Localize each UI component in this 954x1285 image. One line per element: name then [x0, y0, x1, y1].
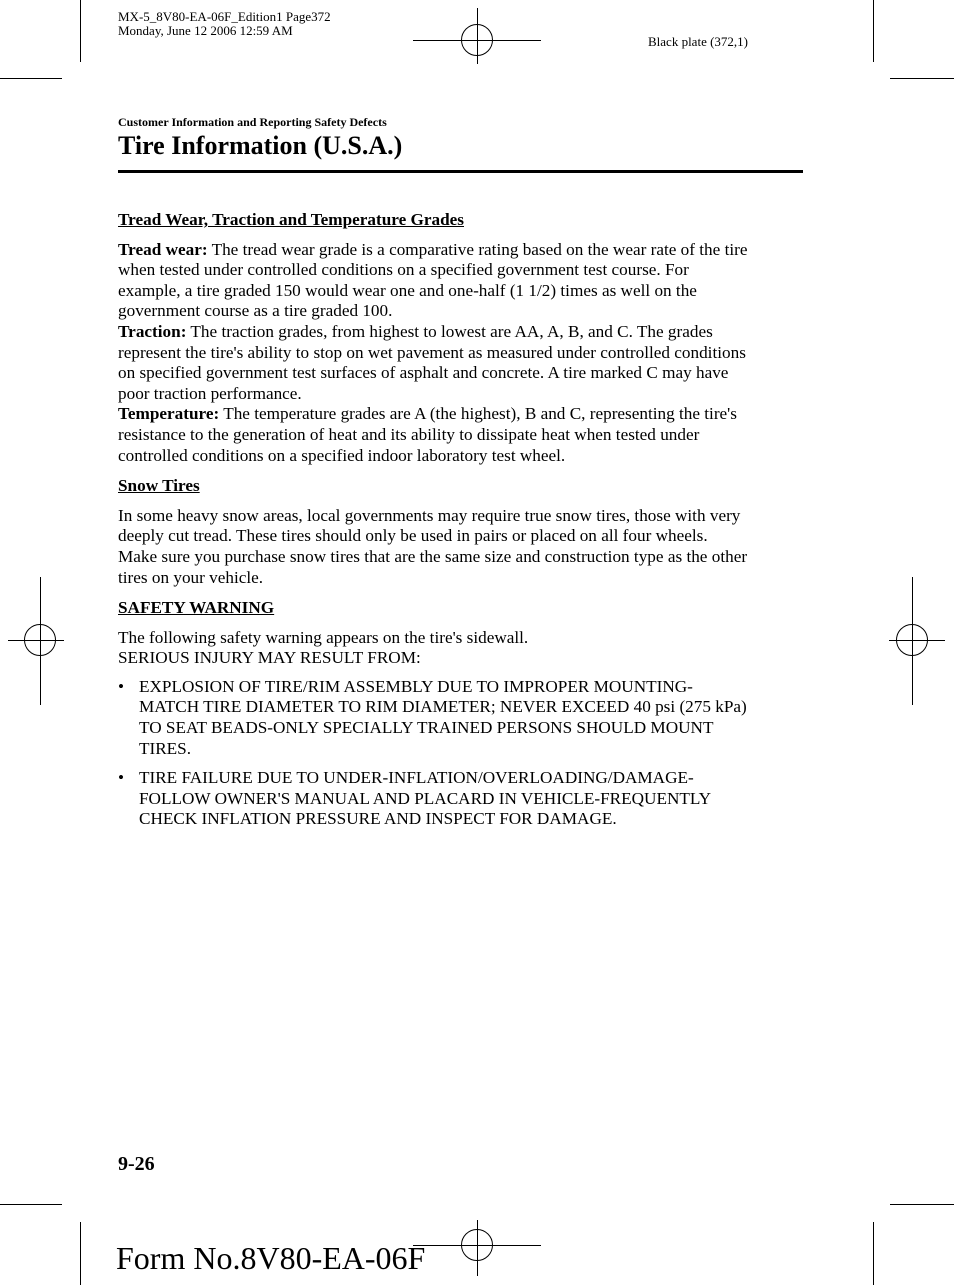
- print-date-line: Monday, June 12 2006 12:59 AM: [118, 23, 293, 38]
- main-content: [118, 210, 804, 839]
- page-number: 9-26: [118, 1153, 155, 1175]
- crop-mark-bottom-left-vertical: [80, 1222, 81, 1285]
- crop-mark-bottom-right-vertical: [873, 1222, 874, 1285]
- print-file-line: MX-5_8V80-EA-06F_Edition1 Page372: [118, 9, 331, 24]
- snow-tires-paragraph: In some heavy snow areas, local governments may require true snow tires, those with very deeply cut tread. These tires should only be used in pairs or placed on all four wheels. Make sure you purchase snow tires that are the same size and construction type as the other tires on your vehicle.: [118, 505, 748, 587]
- temperature-term: Temperature:: [118, 404, 220, 424]
- crop-mark-top-left-horizontal: [0, 78, 62, 79]
- black-plate-label: Black plate (372,1): [648, 34, 748, 49]
- section-label: Customer Information and Reporting Safety Defects: [118, 115, 387, 129]
- crop-mark-bottom-right-horizontal: [890, 1204, 954, 1205]
- print-file-info: [118, 10, 331, 38]
- list-item: • EXPLOSION OF TIRE/RIM ASSEMBLY DUE TO IMPROPER MOUNTING- MATCH TIRE DIAMETER TO RIM DIAMETER; NEVER EXCEED 40 psi (275 kPa) TO SEAT BEADS-ONLY SPECIALLY TRAINED PERSONS SHOULD MOUNT TIRES.: [118, 676, 747, 758]
- form-number: Form No.8V80-EA-06F: [116, 1240, 426, 1276]
- crop-mark-top-right-horizontal: [890, 78, 954, 79]
- grades-heading: Tread Wear, Traction and Temperature Grades: [118, 210, 464, 229]
- crop-mark-bottom-left-horizontal: [0, 1204, 62, 1205]
- list-item: • TIRE FAILURE DUE TO UNDER-INFLATION/OVERLOADING/DAMAGE- FOLLOW OWNER'S MANUAL AND PLACARD IN VEHICLE-FREQUENTLY CHECK INFLATION PRESSURE AND INSPECT FOR DAMAGE.: [118, 768, 712, 829]
- bullet-icon: •: [118, 768, 125, 788]
- page-title: Tire Information (U.S.A.): [118, 131, 403, 160]
- safety-warning-intro: The following safety warning appears on the tire's sidewall. SERIOUS INJURY MAY RESULT FROM:: [118, 627, 529, 668]
- bullet-icon: •: [118, 676, 125, 696]
- safety-warning-heading: SAFETY WARNING: [118, 598, 275, 618]
- crop-mark-top-left-vertical: [80, 0, 81, 62]
- title-rule: [118, 170, 803, 173]
- snow-tires-heading: Snow Tires: [118, 476, 200, 496]
- grades-paragraph: Tread wear: The tread wear grade is a comparative rating based on the wear rate of the tire when tested under controlled conditions on a specified government test course. For example, a tire graded 150 would wear one and one-half (1 1/2) times as well on the government course as a tire graded 100. Traction: The traction grades, from highest to lowest are AA, A, B, and C. The grades represent the tire's ability to stop on wet pavement as measured under controlled conditions on specified government test surfaces of asphalt and concrete. A tire marked C may have poor traction performance. Temperature: The temperature grades are A (the highest), B and C, representing the tire's resistance to the generation of heat and its ability to dissipate heat when tested under controlled conditions on a specified indoor laboratory test wheel.: [118, 239, 748, 465]
- warning-list: [118, 677, 804, 830]
- tread-wear-term: Tread wear:: [118, 239, 208, 259]
- traction-term: Traction:: [118, 321, 187, 341]
- crop-mark-top-right-vertical: [873, 0, 874, 62]
